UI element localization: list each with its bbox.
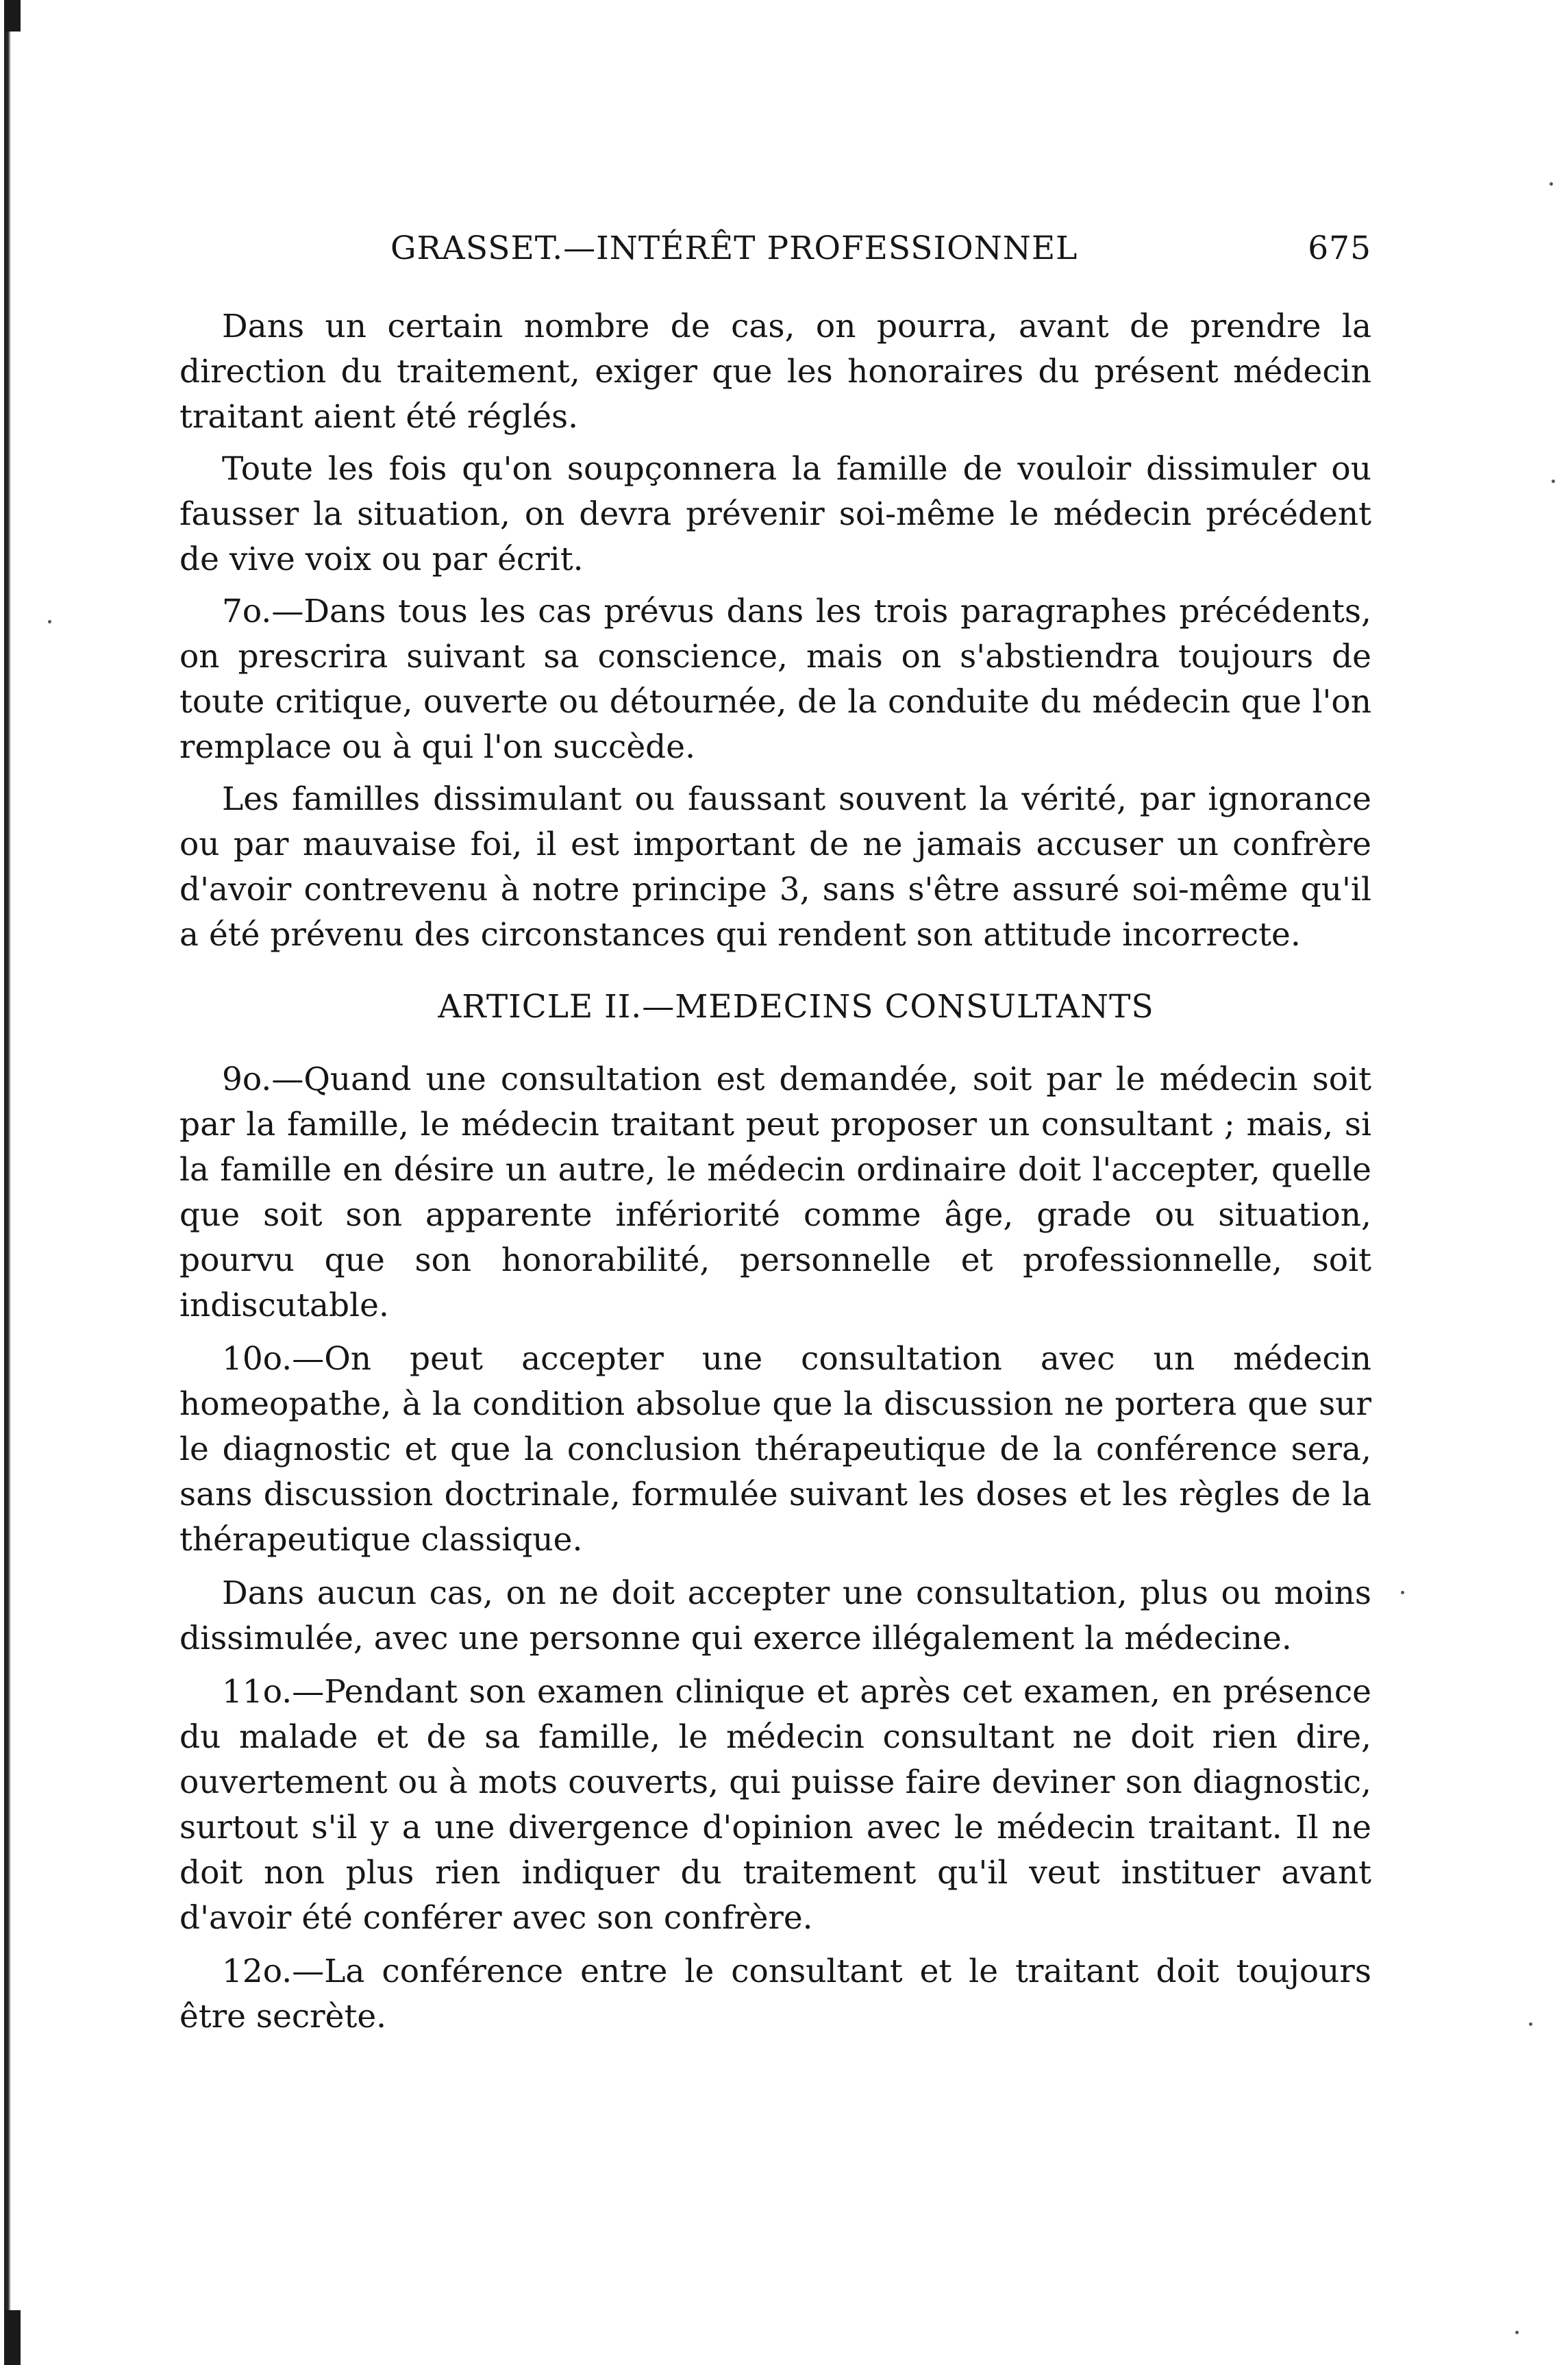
paragraph: Dans aucun cas, on ne doit accepter une consultation, plus ou moins dissimulée, avec une personne qui exerce illégalement la médecine. — [179, 1574, 1371, 1657]
scan-speck — [1529, 2022, 1532, 2026]
binding-mark-bottom — [5, 2310, 21, 2365]
running-head — [179, 230, 1371, 267]
paragraph: 7o.—Dans tous les cas prévus dans les trois paragraphes précédents, on prescrira suivant sa conscience, mais on s'abstiendra toujours de toute critique, ouverte ou détournée, de la conduite du médecin que l'on remplace ou à qui l'on succède. — [179, 593, 1371, 766]
paragraph: 9o.—Quand une consultation est demandée, soit par le médecin soit par la famille, le médecin traitant peut proposer un consultant ; mais, si la famille en désire un autre, le médecin ordinaire doit l'accepter, quelle que soit son apparente infériorité comme âge, grade ou situation, pourvu que son honorabilité, personnelle et professionnelle, soit indiscutable. — [179, 1061, 1371, 1324]
section-heading: ARTICLE II.—MEDECINS CONSULTANTS — [438, 988, 1154, 1026]
paragraph: Dans un certain nombre de cas, on pourra, avant de prendre la direction du traitement, exiger que les honoraires du présent médecin traitant aient été réglés. — [179, 308, 1371, 436]
running-head-title: GRASSET.—INTÉRÊT PROFESSIONNEL — [390, 230, 1078, 267]
page-content — [179, 230, 1371, 2048]
page-number: 675 — [1308, 230, 1371, 267]
scan-speck — [48, 620, 51, 623]
scan-speck — [1401, 1591, 1404, 1594]
paragraph: 11o.—Pendant son examen clinique et après cet examen, en présence du malade et de sa famille, le médecin consultant ne doit rien dire, ouvertement ou à mots couverts, qui puisse faire deviner son diagnostic, surtout s'il y a une divergence d'opinion avec le médecin traitant. Il ne doit non plus rien indiquer du traitement qu'il veut instituer avant d'avoir été conférer avec son confrère. — [179, 1673, 1371, 1937]
paragraph: 10o.—On peut accepter une consultation avec un médecin homeopathe, à la condition absolue que la discussion ne portera que sur le diagnostic et que la conclusion thérapeutique de la conférence sera, sans discussion doctrinale, formulée suivant les doses et les règles de la thérapeutique classique. — [179, 1340, 1371, 1559]
paragraph: Toute les fois qu'on soupçonnera la famille de vouloir dissimuler ou fausser la situation, on devra prévenir soi-même le médecin précédent de vive voix ou par écrit. — [179, 450, 1371, 578]
scan-speck — [1515, 2331, 1519, 2334]
scan-speck — [1550, 182, 1553, 186]
paragraph: 12o.—La conférence entre le consultant et le traitant doit toujours être secrète. — [179, 1953, 1371, 2035]
scan-speck — [1552, 480, 1555, 483]
paragraph: Les familles dissimulant ou faussant souvent la vérité, par ignorance ou par mauvaise foi, il est important de ne jamais accuser un confrère d'avoir contrevenu à notre principe 3, sans s'être assuré soi-même qu'il a été prévenu des circonstances qui rendent son attitude incorrecte. — [179, 780, 1371, 954]
binding-edge — [4, 0, 11, 2365]
binding-mark-top — [5, 0, 21, 32]
